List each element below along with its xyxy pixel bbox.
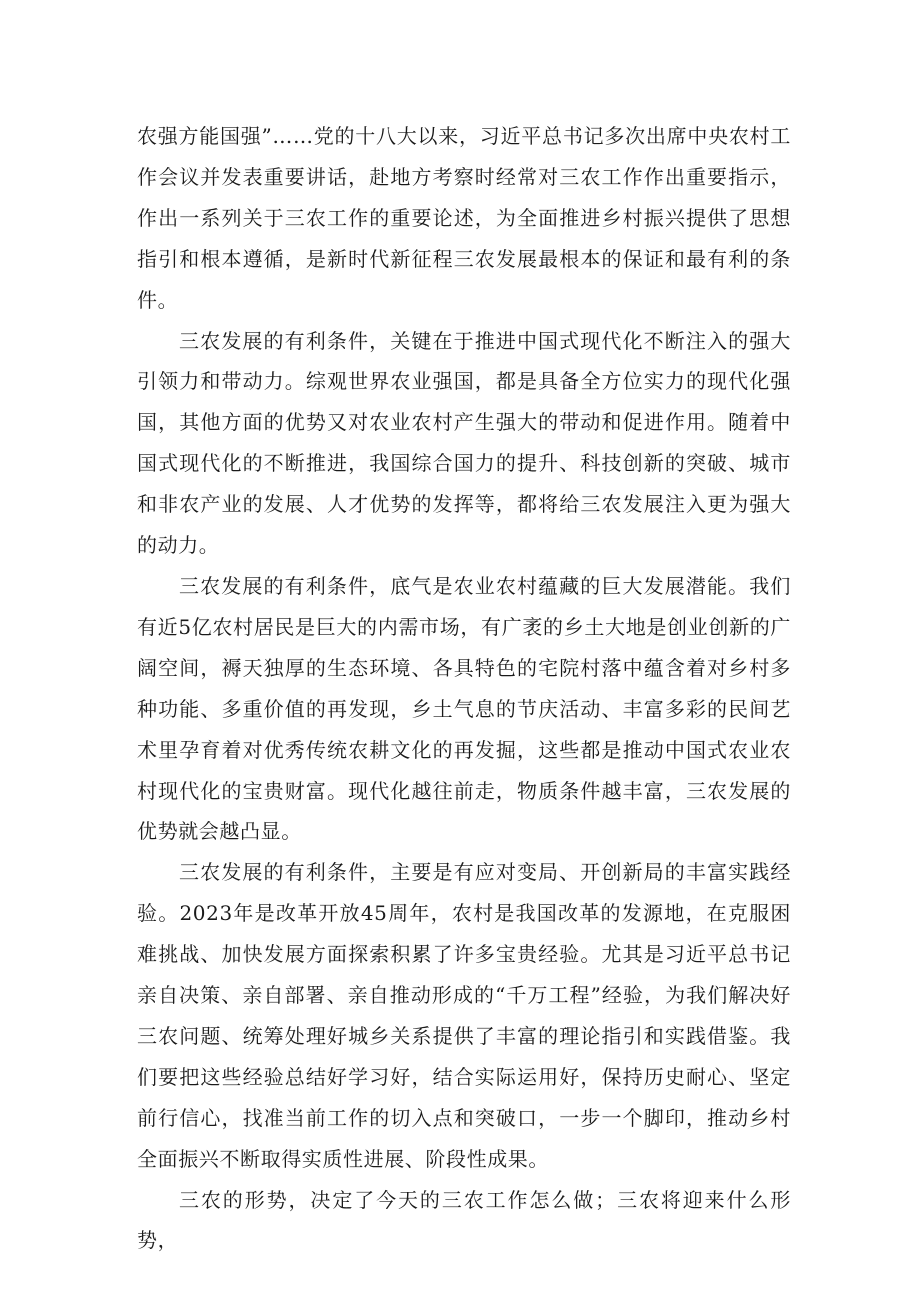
paragraph-1: 农强方能国强”……党的十八大以来，习近平总书记多次出席中央农村工作会议并发表重要讲话，赴地方考察时经常对三农工作作出重要指示，作出一系列关于三农工作的重要论述，为全面推进乡村振兴提供了思想指引和根本遵循，是新时代新征程三农发展最根本的保证和最有利的条件。 bbox=[137, 124, 791, 312]
paragraph-4: 三农发展的有利条件，主要是有应对变局、开创新局的丰富实践经验。2023年是改革开放45周年，农村是我国改革的发源地，在克服困难挑战、加快发展方面探索积累了许多宝贵经验。尤其是习近平总书记亲自决策、亲自部署、亲自推动形成的“千万工程”经验，为我们解决好三农问题、统筹处理好城乡关系提供了丰富的理论指引和实践借鉴。我们要把这些经验总结好学习好，结合实际运用好，保持历史耐心、坚定前行信心，找准当前工作的切入点和突破口，一步一个脚印，推动乡村全面振兴不断取得实质性进展、阶段性成果。 bbox=[137, 860, 791, 1171]
paragraph-5: 三农的形势，决定了今天的三农工作怎么做；三农将迎来什么形势， bbox=[137, 1187, 791, 1253]
paragraph-3: 三农发展的有利条件，底气是农业农村蕴藏的巨大发展潜能。我们有近5亿农村居民是巨大的内需市场，有广袤的乡土大地是创业创新的广阔空间，褥天独厚的生态环境、各具特色的宅院村落中蕴含着对乡村多种功能、多重价值的再发现，乡土气息的节庆活动、丰富多彩的民间艺术里孕育着对优秀传统农耕文化的再发掘，这些都是推动中国式农业农村现代化的宝贵财富。现代化越往前走，物质条件越丰富，三农发展的优势就会越凸显。 bbox=[137, 573, 791, 844]
paragraph-2: 三农发展的有利条件，关键在于推进中国式现代化不断注入的强大引领力和带动力。综观世界农业强国，都是具备全方位实力的现代化强国，其他方面的优势又对农业农村产生强大的带动和促进作用。随着中国式现代化的不断推进，我国综合国力的提升、科技创新的突破、城市和非农产业的发展、人才优势的发挥等，都将给三农发展注入更为强大的动力。 bbox=[137, 328, 791, 558]
article-body bbox=[137, 116, 791, 1261]
